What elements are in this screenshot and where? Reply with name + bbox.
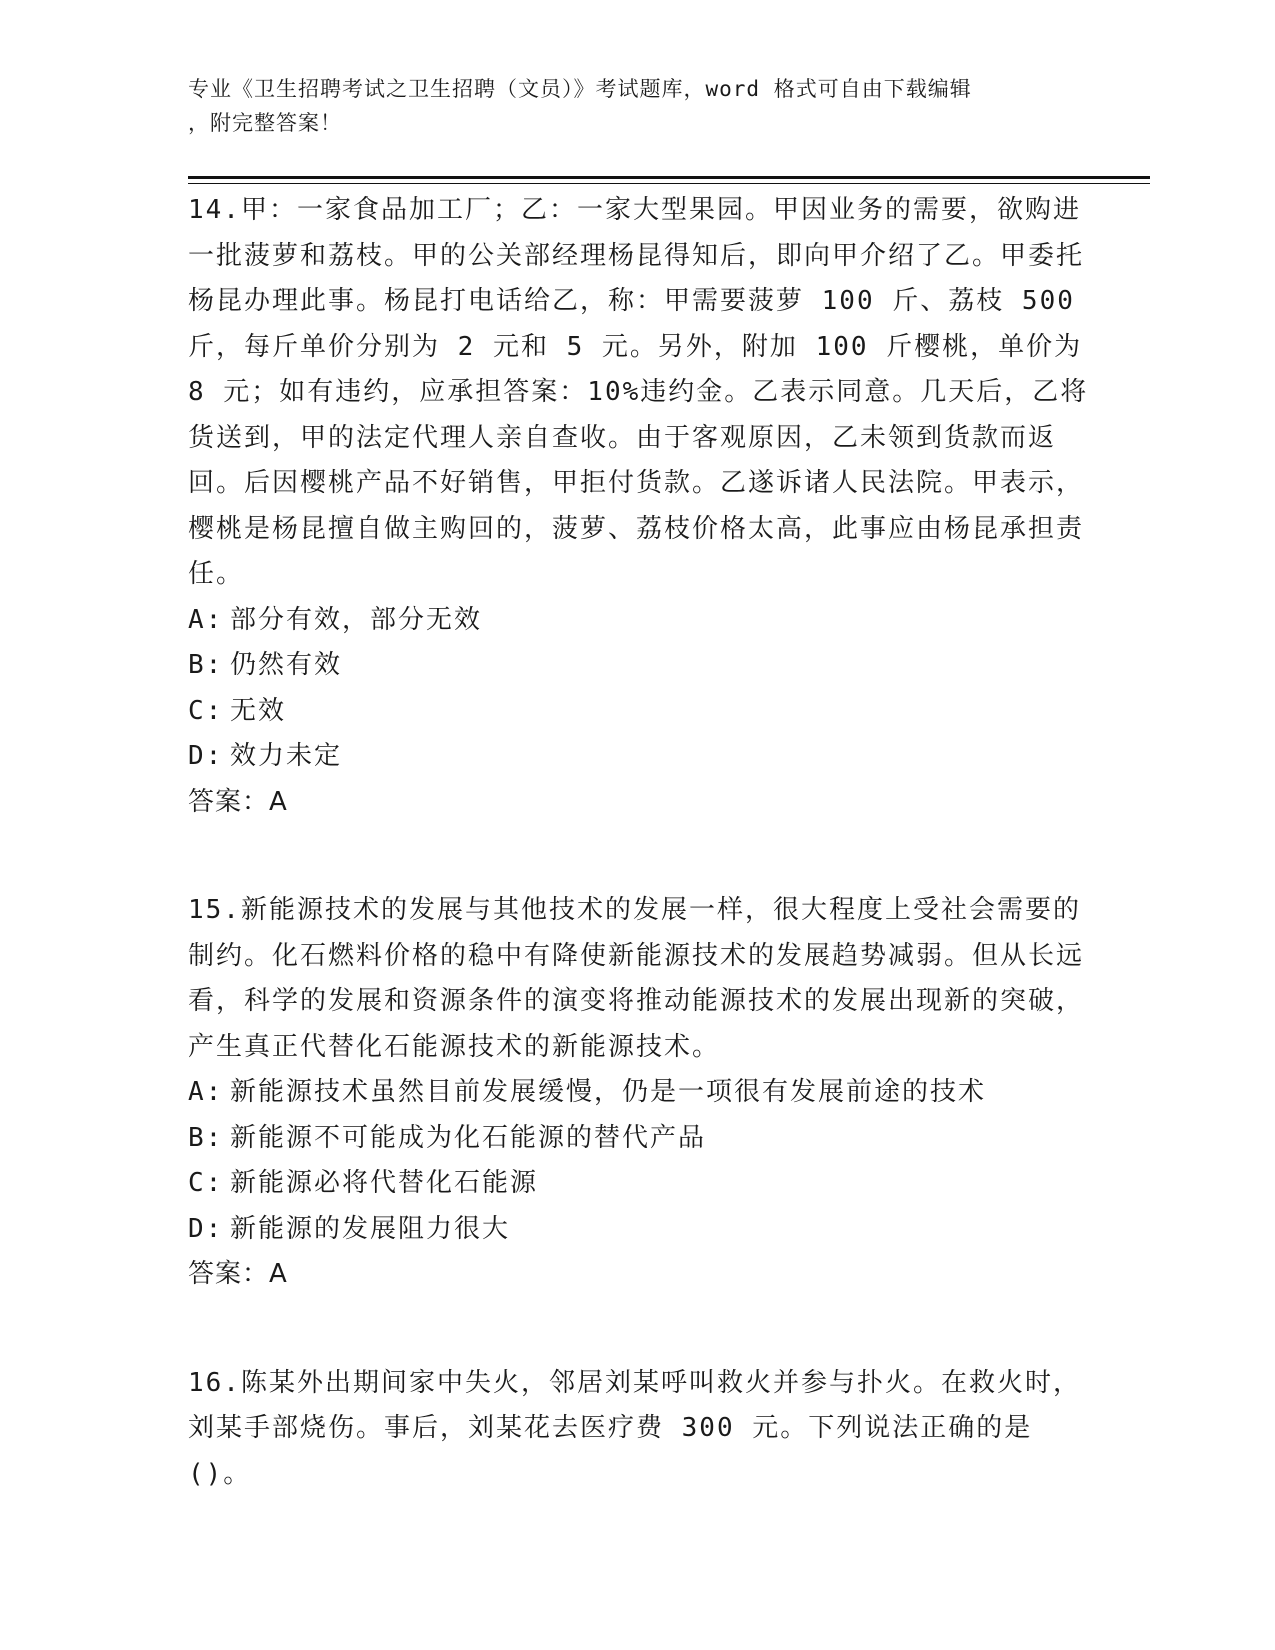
option-text: 部分有效，部分无效 xyxy=(230,604,483,635)
header-line-2: ，附完整答案！ xyxy=(188,111,342,135)
question-text: 新能源技术的发展与其他技术的发展一样，很大程度上受社会需要的制约。化石燃料价格的稳中有降使新能源技术的发展趋势减弱。但从长远看，科学的发展和资源条件的演变将推动能源技术的发展出现新的突破，产生真正代替化石能源技术的新能源技术。 xyxy=(188,895,1085,1062)
option-a xyxy=(188,1070,1093,1116)
question-number: 14. xyxy=(188,195,241,225)
option-text: 新能源的发展阻力很大 xyxy=(230,1213,511,1244)
header-rule-thick xyxy=(188,176,1150,179)
option-d xyxy=(188,734,1093,780)
option-text: 新能源技术虽然目前发展缓慢，仍是一项很有发展前途的技术 xyxy=(230,1077,987,1107)
option-text: 无效 xyxy=(230,695,287,726)
header-line-1: 专业《卫生招聘考试之卫生招聘（文员）》考试题库，word 格式可自由下载编辑 xyxy=(188,77,972,101)
question-number: 16. xyxy=(188,1367,241,1398)
spacer xyxy=(188,1298,1093,1361)
question-14 xyxy=(188,188,1093,825)
header-rule-thin xyxy=(188,183,1150,184)
option-a xyxy=(188,598,1093,644)
question-number: 15. xyxy=(188,895,241,925)
option-d xyxy=(188,1207,1093,1253)
question-16 xyxy=(188,1361,1093,1498)
question-list xyxy=(188,188,1093,1497)
option-label: D: xyxy=(188,741,224,771)
answer: 答案：A xyxy=(188,786,288,817)
option-label: D: xyxy=(188,1213,224,1244)
option-label: C: xyxy=(188,695,224,726)
answer: 答案：A xyxy=(188,1259,288,1289)
option-label: B: xyxy=(188,650,224,680)
option-label: B: xyxy=(188,1122,224,1153)
document-header xyxy=(188,72,1068,140)
option-text: 仍然有效 xyxy=(230,650,343,680)
option-label: A: xyxy=(188,1077,224,1107)
question-15 xyxy=(188,888,1093,1298)
question-text: 甲：一家食品加工厂；乙：一家大型果园。甲因业务的需要，欲购进一批菠萝和荔枝。甲的公关部经理杨昆得知后，即向甲介绍了乙。甲委托杨昆办理此事。杨昆打电话给乙，称：甲需要菠萝 100 斤、荔枝 500 斤，每斤单价分别为 2 元和 5 元。另外，附加 100 斤樱桃，单价为 8 元；如有违约，应承担答案：10%违约金。乙表示同意。几天后，乙将货送到，甲的法定代理人亲自查收。由于客观原因，乙未领到货款而返回。后因樱桃产品不好销售，甲拒付货款。乙遂诉诸人民法院。甲表示，樱桃是杨昆擅自做主购回的，菠萝、荔枝价格太高，此事应由杨昆承担责任。 xyxy=(188,195,1089,589)
option-b xyxy=(188,643,1093,689)
option-c xyxy=(188,1161,1093,1207)
question-stem xyxy=(188,1361,1093,1498)
option-text: 新能源不可能成为化石能源的替代产品 xyxy=(230,1122,707,1153)
question-text: 陈某外出期间家中失火，邻居刘某呼叫救火并参与扑火。在救火时，刘某手部烧伤。事后，刘某花去医疗费 300 元。下列说法正确的是()。 xyxy=(188,1367,1081,1489)
spacer xyxy=(188,825,1093,888)
option-label: C: xyxy=(188,1168,224,1198)
option-c xyxy=(188,689,1093,735)
option-b xyxy=(188,1116,1093,1162)
option-text: 新能源必将代替化石能源 xyxy=(230,1168,539,1198)
option-text: 效力未定 xyxy=(230,741,343,771)
question-stem xyxy=(188,888,1093,1070)
question-stem xyxy=(188,188,1093,598)
option-label: A: xyxy=(188,604,224,635)
